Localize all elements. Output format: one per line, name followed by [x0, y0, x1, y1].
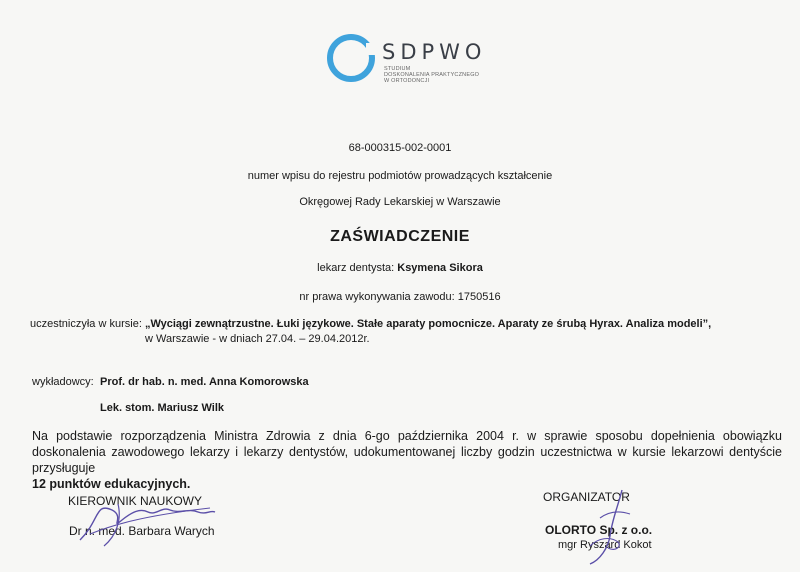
organizer-role: ORGANIZATOR: [543, 490, 630, 504]
registry-number: 68-000315-002-0001: [348, 142, 452, 154]
course-title: „Wyciągi zewnątrzustne. Łuki językowe. Stałe aparaty pomocnicze. Aparaty ze śrubą Hyrax. Analiza modeli”,: [144, 318, 712, 330]
license-number: nr prawa wykonywania zawodu: 1750516: [299, 291, 501, 303]
certificate-title: ZAŚWIADCZENIE: [330, 228, 470, 245]
logo-subtitle-3: W ORTODONCJI: [384, 78, 430, 84]
course-label: uczestniczyła w kursie:: [30, 318, 142, 330]
scientific-director-name: Dr n. med. Barbara Warych: [69, 524, 215, 538]
registry-line-2: Okręgowej Rady Lekarskiej w Warszawie: [299, 196, 501, 208]
course-line: [30, 318, 711, 330]
sdpwo-logo-ring: [326, 33, 376, 83]
dentist-label: lekarz dentysta:: [317, 262, 395, 274]
legal-basis-text: Na podstawie rozporządzenia Ministra Zdrowia z dnia 6-go października 2004 r. w sprawie sposobu dopełnienia obowiązku doskonalenia zawodowego lekarzy i lekarzy dentystów, udokumentowanej liczby godzin uczestnictwa w kursie lekarzowi dentyście przysługuje: [32, 429, 782, 475]
course-place-dates: w Warszawie - w dniach 27.04. – 29.04.2012r.: [145, 333, 370, 345]
organizer-name: mgr Ryszard Kokot: [558, 539, 652, 551]
lecturers-label: wykładowcy:: [32, 376, 94, 388]
lecturer-2: Lek. stom. Mariusz Wilk: [100, 402, 224, 414]
lecturer-1: Prof. dr hab. n. med. Anna Komorowska: [100, 376, 309, 388]
scientific-director-role: KIEROWNIK NAUKOWY: [68, 494, 203, 508]
legal-basis-paragraph: [32, 428, 782, 492]
registry-line-1: numer wpisu do rejestru podmiotów prowadzących kształcenie: [247, 170, 553, 182]
left-signature: [70, 490, 220, 550]
dentist-line: [0, 262, 800, 274]
logo-subtitle-2: DOSKONALENIA PRAKTYCZNEGO: [384, 72, 480, 78]
organizer-company: OLORTO Sp. z o.o.: [545, 523, 653, 537]
logo-name: SDPWO: [382, 40, 487, 64]
logo-subtitle-1: STUDIUM: [384, 66, 411, 72]
education-points: 12 punktów edukacyjnych.: [32, 477, 191, 491]
dentist-name: Ksymena Sikora: [397, 262, 483, 274]
right-signature: [560, 486, 640, 566]
